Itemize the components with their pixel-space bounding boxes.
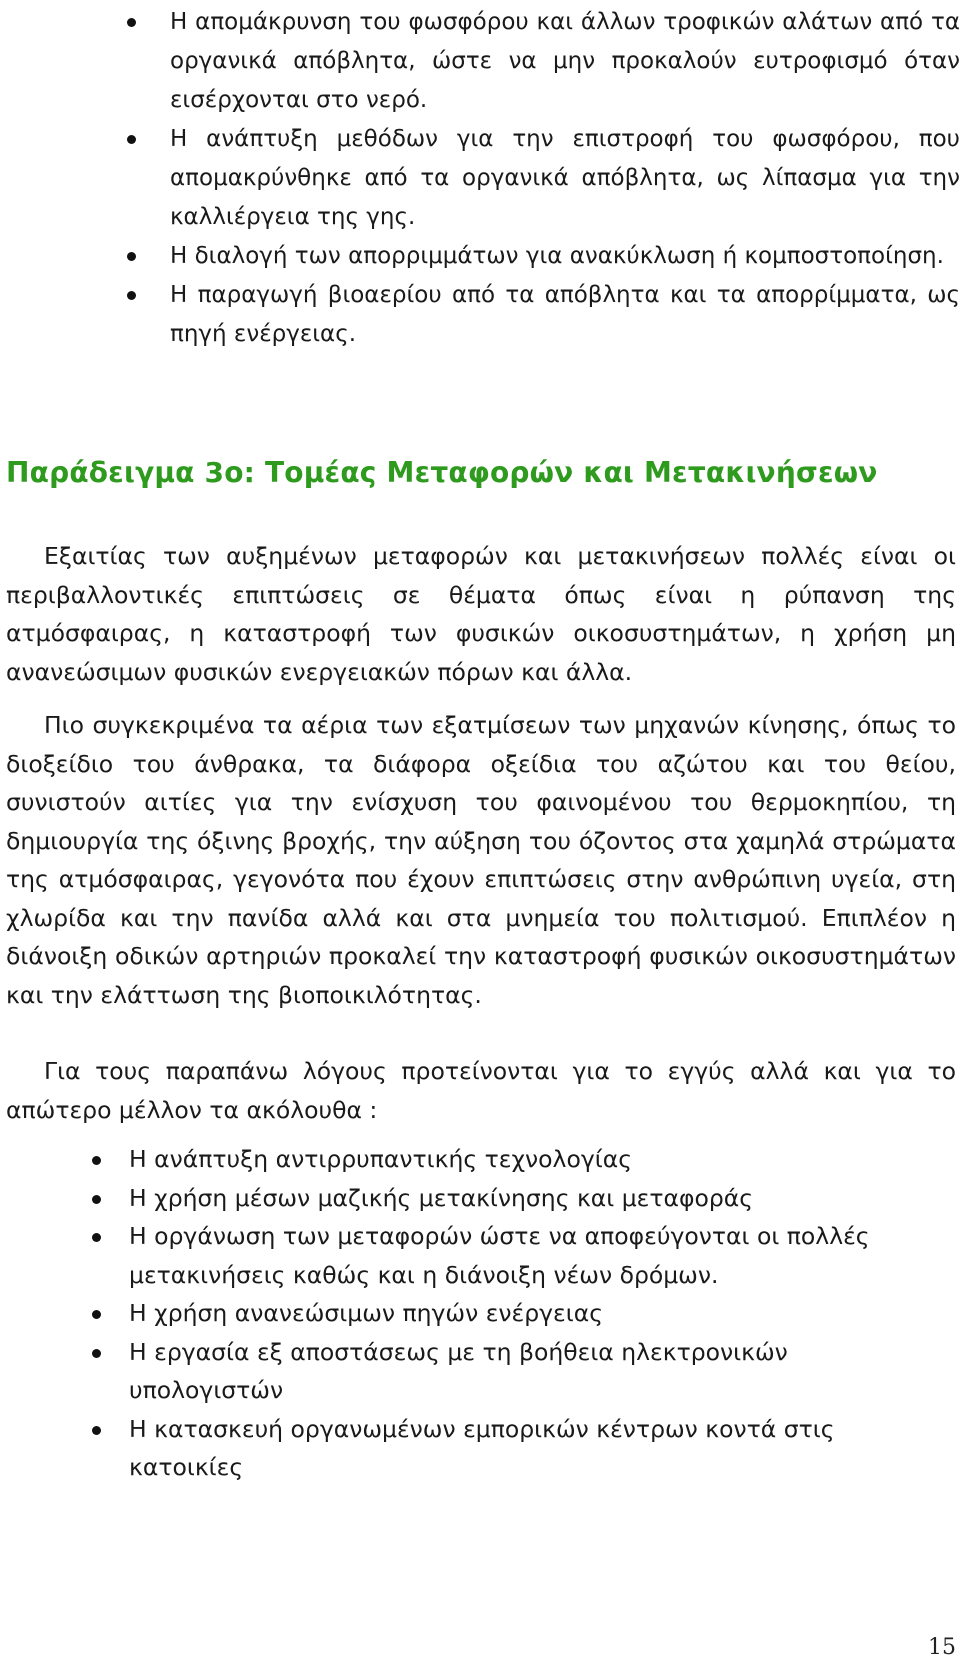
list-item [80,1217,880,1294]
list-item [120,275,960,353]
list-item-text: Η οργάνωση των μεταφορών ώστε να αποφεύγονται οι πολλές μετακινήσεις καθώς και η διάνοιξη νέων δρόμων. [129,1222,870,1289]
list-item-text: Η χρήση μέσων μαζικής μετακίνησης και μεταφοράς [129,1183,754,1212]
list-item [120,119,960,236]
proposals-bullet-list [80,1140,880,1487]
bullet-icon [127,252,136,261]
list-item [80,1333,880,1410]
list-item-text: Η απομάκρυνση του φωσφόρου και άλλων τροφικών αλάτων από τα οργανικά απόβλητα, ώστε να μην προκαλούν ευτροφισμό όταν εισέρχονται στο νερό. [170,9,960,113]
list-item-text: Η παραγωγή βιοαερίου από τα απόβλητα και τα απορρίμματα, ως πηγή ενέργειας. [170,282,960,347]
list-item-text: Η ανάπτυξη μεθόδων για την επιστροφή του φωσφόρου, που απομακρύνθηκε από τα οργανικά απόβλητα, ως λίπασμα για την καλλιέργεια της γης. [170,126,960,230]
bullet-icon [127,18,136,27]
paragraph-impacts: Εξαιτίας των αυξημένων μεταφορών και μετακινήσεων πολλές είναι οι περιβαλλοντικές επιπτώσεις σε θέματα όπως είναι η ρύπανση της ατμόσφαιρας, η καταστροφή των φυσικών οικοσυστημάτων, η χρήση μη ανανεώσιμων φυσικών ενεργειακών πόρων και άλλα. [6,542,956,686]
paragraph-proposals-intro: Για τους παραπάνω λόγους προτείνονται για το εγγύς αλλά και για το απώτερο μέλλον τα ακόλουθα : [6,1057,956,1124]
bullet-icon [92,1349,101,1358]
bullet-icon [127,291,136,300]
list-item [80,1140,880,1179]
bullet-icon [92,1156,101,1165]
list-item [80,1294,880,1333]
bullet-icon [127,135,136,144]
list-item [80,1410,880,1487]
list-item-text: Η εργασία εξ αποστάσεως με τη βοήθεια ηλεκτρονικών υπολογιστών [129,1337,788,1404]
paragraph-details: Πιο συγκεκριμένα τα αέρια των εξατμίσεων των μηχανών κίνησης, όπως το διοξείδιο του άνθρακα, τα διάφορα οξείδια του αζώτου και του θείου, συνιστούν αιτίες για την ενίσχυση του φαινομένου του θερμοκηπίου, τη δημιουργία της όξινης βροχής, την αύξηση του όζοντος στα χαμηλά στρώματα της ατμόσφαιρας, γεγονότα που έχουν επιπτώσεις στην ανθρώπινη υγεία, στη χλωρίδα και την πανίδα αλλά και στα μνημεία του πολιτισμού. Επιπλέον η διάνοιξη οδικών αρτηριών προκαλεί την καταστροφή φυσικών οικοσυστημάτων και την ελάττωση της βιοποικιλότητας. [6,711,956,1009]
list-item-text: Η διαλογή των απορριμμάτων για ανακύκλωση ή κομποστοποίηση. [170,243,944,269]
list-item-text: Η κατασκευή οργανωμένων εμπορικών κέντρων κοντά στις κατοικίες [129,1414,835,1481]
top-bullet-list [120,2,960,353]
list-item-text: Η χρήση ανανεώσιμων πηγών ενέργειας [129,1299,603,1327]
bullet-icon [92,1310,101,1319]
list-item [80,1179,880,1218]
bullet-icon [92,1426,101,1435]
page-number: 15 [928,1635,956,1660]
list-item-text: Η ανάπτυξη αντιρρυπαντικής τεχνολογίας [129,1145,632,1173]
list-item [120,236,960,275]
bullet-icon [92,1233,101,1242]
bullet-icon [92,1195,101,1204]
list-item [120,2,960,119]
section-heading: Παράδειγμα 3ο: Τομέας Μεταφορών και Μετακινήσεων [6,456,878,489]
